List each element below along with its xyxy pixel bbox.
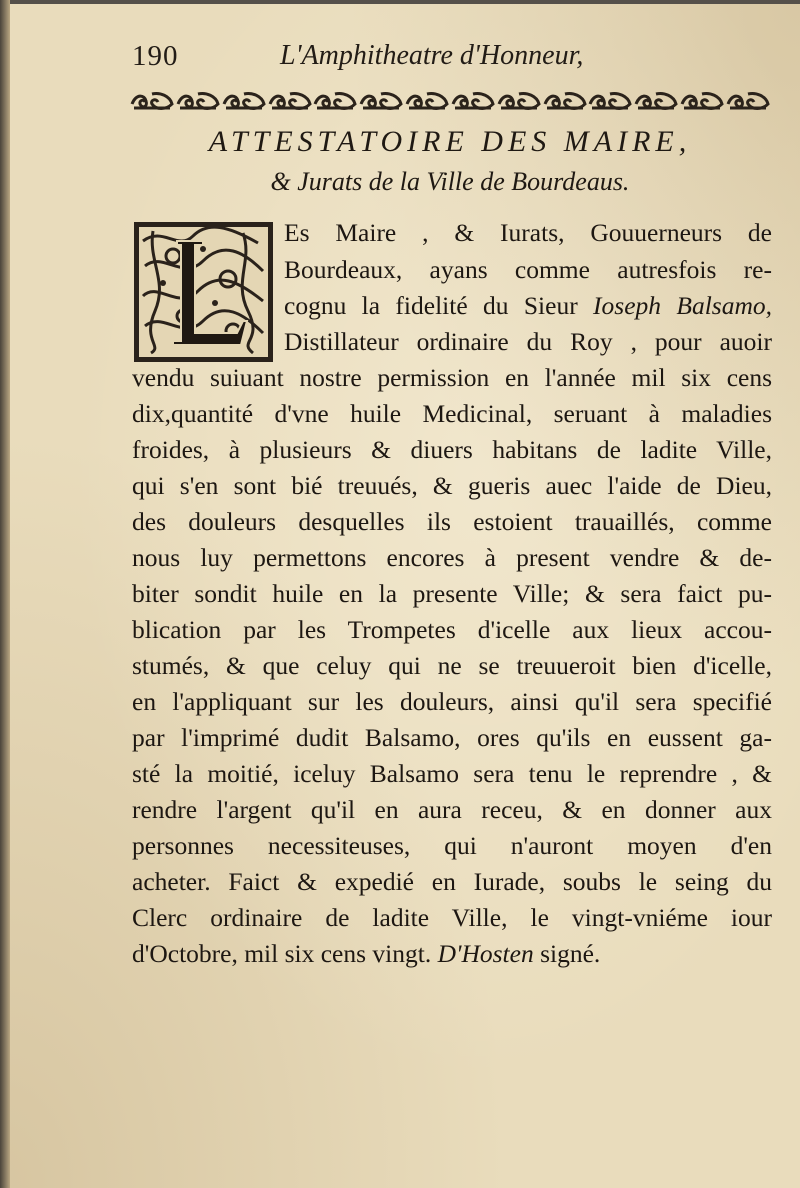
heading-line-2: & Jurats de la Ville de Bourdeaus. [270,167,630,196]
text-line: biter sondit huile en la presente Ville; & sera faict pu- [132,579,772,608]
text-span: d'Octobre, mil six cens vingt. [132,939,438,968]
ornament-motif [359,90,403,112]
page-top-edge [0,0,800,4]
text-line: acheter. Faict & expedié en Iurade, soubs le seing du [132,867,772,896]
ornament-motif [130,90,174,112]
page-binding-shadow [0,0,10,1188]
name-balsamo: Ioseph Balsamo, [593,291,773,320]
text-line: blication par les Trompetes d'icelle aux lieux accou- [132,615,772,644]
text-line: des douleurs desquelles ils estoient trauaillés, comme [132,507,772,536]
heading-line-1: ATTESTATOIRE DES MAIRE, [208,125,692,158]
ornament-motif [176,90,220,112]
text-line: Es Maire , & Iurats, Gouuerneurs de [284,218,772,247]
signatory-name: D'Hosten [437,939,534,968]
text-line: rendre l'argent qu'il en aura receu, & en donner aux [132,795,772,824]
text-line: personnes necessiteuses, qui n'auront moyen d'en [132,831,772,860]
text-line: Clerc ordinaire de ladite Ville, le vingt-vniéme iour [132,903,772,932]
decorative-ornament-band [130,90,770,114]
ornament-motif [497,90,541,112]
ornament-motif [634,90,678,112]
page-number: 190 [132,40,179,72]
text-line: qui s'en sont bié treuués, & gueris auec l'aide de Dieu, [132,471,772,500]
ornament-motif [268,90,312,112]
text-line: vendu suiuant nostre permission en l'année mil six cens [132,363,772,392]
text-line: dix,quantité d'vne huile Medicinal, seruant à maladies [132,399,772,428]
text-line: en l'appliquant sur les douleurs, ainsi qu'il sera specifié [132,687,772,716]
ornament-motif [726,90,770,112]
ornament-motif [222,90,266,112]
ornament-motif [451,90,495,112]
ornament-motif [405,90,449,112]
text-line: froides, à plusieurs & diuers habitans de ladite Ville, [132,435,772,464]
text-line: sté la moitié, iceluy Balsamo sera tenu le reprendre , & [132,759,772,788]
ornament-motif [680,90,724,112]
text-line: par l'imprimé dudit Balsamo, ores qu'ils en eussent ga- [132,723,772,752]
text-line [284,291,772,325]
text-line: stumés, & que celuy qui ne se treuueroit bien d'icelle, [132,651,772,680]
text-line [132,939,772,973]
text-line: nous luy permettons encores à present vendre & de- [132,543,772,572]
text-line: Distillateur ordinaire du Roy , pour auoir [284,327,772,356]
text-span: signé. [533,939,601,968]
ornament-motif [313,90,357,112]
running-title: L'Amphitheatre d'Honneur, [280,40,584,71]
ornament-motif [543,90,587,112]
text-span: cognu la fidelité du Sieur [284,291,594,320]
section-heading [130,124,770,202]
running-head [120,40,760,80]
ornament-motif [588,90,632,112]
decorated-initial-l [133,221,274,363]
text-line: Bourdeaux, ayans comme autresfois re- [284,255,772,284]
